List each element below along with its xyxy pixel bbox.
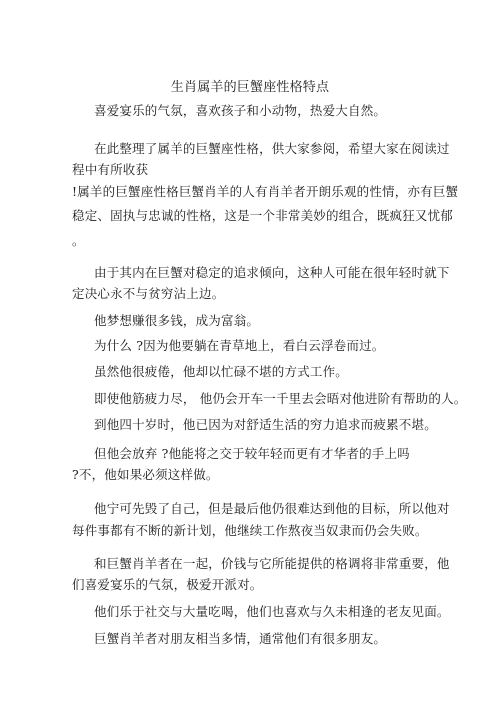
paragraph-line: 定决心永不与贫穷沾上边。 <box>72 286 225 301</box>
paragraph-line: 他们乐于社交与大量吃喝，他们也喜欢与久未相逢的老友见面。 <box>94 604 450 619</box>
paragraph-line: 程中有所收获 <box>72 162 149 177</box>
paragraph-line: 每件事都有不断的新计划，他继续工作熬夜当奴隶而仍会失败。 <box>72 523 428 538</box>
paragraph-line: ?不，他如果必须这样做。 <box>72 467 219 482</box>
paragraph-line: 他宁可先毁了自己，但是最后他仍很难达到他的目标，所以他对 <box>94 501 450 516</box>
paragraph-line: 他梦想赚很多钱，成为富翁。 <box>94 313 260 328</box>
paragraph-line: 但他会放弃 ?他能将之交于较年轻而更有才华者的手上吗 <box>94 446 410 461</box>
document-title: 生肖属羊的巨蟹座性格特点 <box>170 80 330 95</box>
paragraph-line: 巨蟹肖羊者对朋友相当多情，通常他们有很多朋友。 <box>94 631 387 646</box>
paragraph-line: 们喜爱宴乐的气氛，极爱开派对。 <box>72 577 263 592</box>
paragraph-line: 喜爱宴乐的气氛，喜欢孩子和小动物，热爱大自然。 <box>94 103 387 118</box>
paragraph-line: !属羊的巨蟹座性格巨蟹肖羊的人有肖羊者开朗乐观的性情，亦有巨蟹 <box>72 184 459 199</box>
paragraph-line: 和巨蟹肖羊者在一起，价钱与它所能提供的格调将非常重要，他 <box>94 556 450 571</box>
paragraph-line: 。 <box>72 233 85 248</box>
paragraph-line: 虽然他很疲倦，他却以忙碌不堪的方式工作。 <box>94 364 349 379</box>
paragraph-line: 到他四十岁时，他已因为对舒适生活的穷力追求而疲累不堪。 <box>94 417 437 432</box>
paragraph-line: 由于其内在巨蟹对稳定的追求倾向，这种人可能在很年轻时就下 <box>94 265 450 280</box>
paragraph-line: 在此整理了属羊的巨蟹座性格，供大家参阅，希望大家在阅读过 <box>94 141 450 156</box>
paragraph-line: 即使他筋疲力尽， 他仍会开车一千里去会晤对他进阶有帮助的人。 <box>94 391 467 406</box>
paragraph-line: 为什么 ?因为他要躺在青草地上，看白云浮卷而过。 <box>94 338 385 353</box>
paragraph-line: 稳定、固执与忠诚的性格，这是一个非常美妙的组合，既疯狂又忧郁 <box>72 208 454 223</box>
